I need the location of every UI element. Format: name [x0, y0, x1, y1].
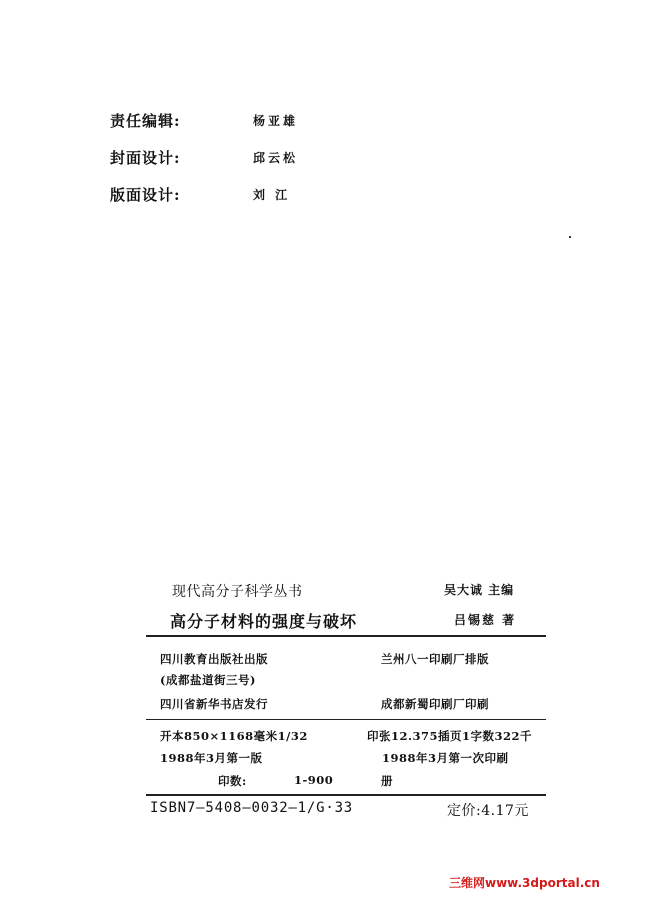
book-title: 高分子材料的强度与破坏 [170, 612, 358, 631]
printing: 1988年3月第一次印刷 [382, 751, 509, 765]
series-name: 现代高分子科学丛书 [172, 584, 303, 600]
credit-name: 刘 江 [253, 188, 291, 202]
credit-label: 版面设计: [110, 186, 181, 204]
distributor: 四川省新华书店发行 [160, 697, 268, 711]
divider-middle [146, 719, 546, 720]
book-author: 吕锡慈 著 [454, 613, 517, 627]
credit-name: 杨亚雄 [253, 114, 299, 128]
isbn: ISBN7—5408—0032—1/G·33 [150, 800, 354, 816]
publisher-address: (成都盐道街三号) [160, 673, 256, 687]
credit-label: 责任编辑: [110, 112, 181, 130]
edition: 1988年3月第一版 [160, 751, 263, 765]
credit-label: 封面设计: [110, 149, 181, 167]
price: 定价:4.17元 [447, 803, 529, 819]
printer: 成都新蜀印刷厂印刷 [381, 697, 489, 711]
sheet-spec: 印张12.375插页1字数322千 [367, 729, 533, 743]
series-editor: 吴大诚 主编 [444, 583, 515, 597]
print-run-unit: 册 [381, 774, 393, 788]
print-run-label: 印数: [218, 774, 247, 788]
format-spec: 开本850×1168毫米1/32 [160, 729, 308, 743]
divider-top [146, 635, 546, 637]
typesetter: 兰州八一印刷厂排版 [381, 652, 489, 666]
credit-name: 邱云松 [253, 151, 299, 165]
publisher: 四川教育出版社出版 [160, 652, 268, 666]
print-run-value: 1-900 [294, 773, 334, 787]
divider-bottom [146, 794, 546, 796]
site-watermark: 三维网www.3dportal.cn [449, 876, 600, 890]
